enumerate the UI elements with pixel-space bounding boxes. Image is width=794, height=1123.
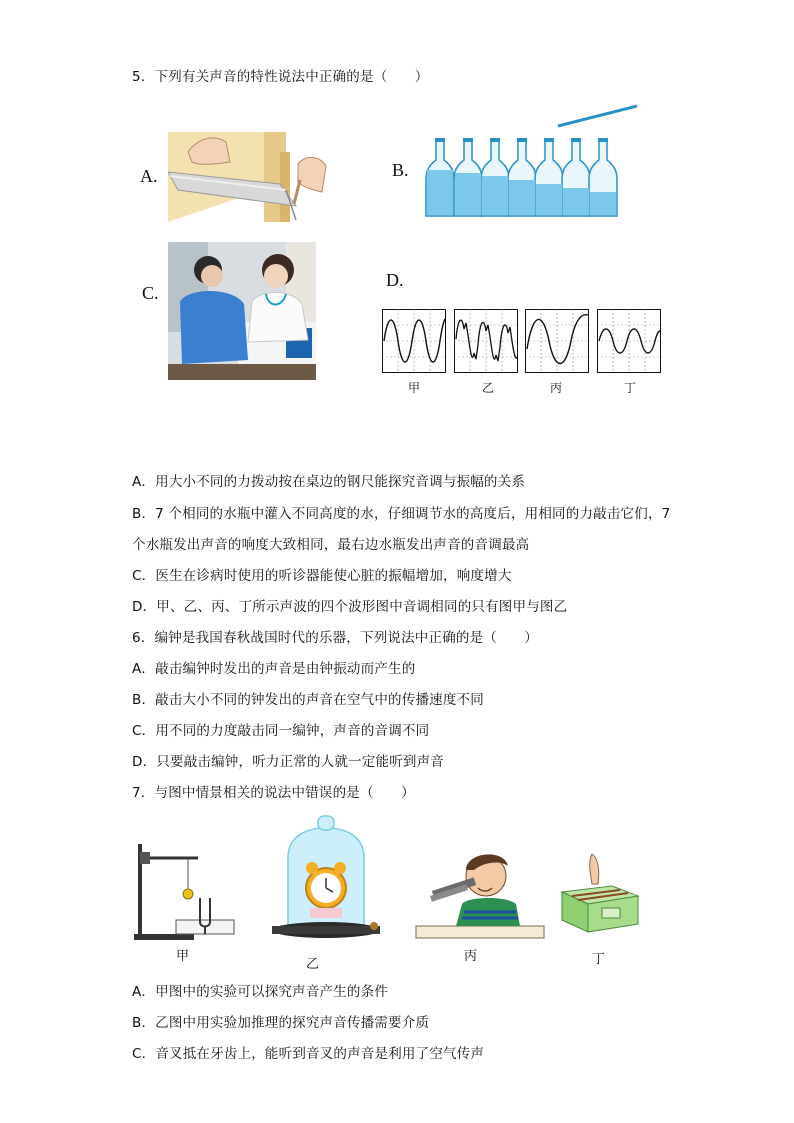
q5-figure-c-label: C.	[142, 283, 159, 303]
waveform-yi	[454, 309, 518, 373]
rubber-band-box-figure	[558, 852, 642, 936]
doctor-stethoscope-photo	[168, 242, 316, 380]
q5-option-a: A．用大小不同的力拨动按在桌边的钢尺能探究音调与振幅的关系	[132, 474, 526, 490]
waveform-caption-jia: 甲	[408, 381, 421, 395]
waveform-caption-ding: 丁	[624, 381, 637, 395]
q5-figure-a-label: A.	[140, 166, 158, 186]
q7-figure-caption-bing: 丙	[464, 949, 478, 964]
q6-stem: 6．编钟是我国春秋战国时代的乐器，下列说法中正确的是（ ）	[132, 630, 539, 646]
boy-tuning-fork-teeth-figure	[412, 840, 548, 942]
q7-figure-caption-ding: 丁	[592, 952, 606, 967]
q7-option-b: B．乙图中用实验加推理的探究声音传播需要介质	[132, 1015, 430, 1031]
q5-option-c: C．医生在诊病时使用的听诊器能使心脏的振幅增加，响度增大	[132, 568, 512, 584]
waveform-caption-yi: 乙	[482, 381, 495, 395]
q5-option-b-continued: 个水瓶发出声音的响度大致相同，最右边水瓶发出声音的音调最高	[132, 537, 530, 553]
q6-option-b: B．敲击大小不同的钟发出的声音在空气中的传播速度不同	[132, 692, 484, 708]
q5-figure-d-label: D.	[386, 270, 404, 290]
q5-option-b: B．7 个相同的水瓶中灌入不同高度的水，仔细调节水的高度后，用相同的力敲击它们，7	[132, 506, 671, 522]
water-bottles-image	[424, 100, 640, 222]
waveform-caption-bing: 丙	[550, 381, 563, 395]
waveform-bing	[525, 309, 589, 373]
q5-figure-b-label: B.	[392, 160, 409, 180]
ruler-on-table-image	[168, 132, 336, 222]
q5-stem: 5．下列有关声音的特性说法中正确的是（ ）	[132, 69, 429, 85]
q6-option-a: A．敲击编钟时发出的声音是由钟振动而产生的	[132, 661, 416, 677]
bell-jar-alarm-clock-figure	[270, 814, 382, 948]
q7-option-a: A．甲图中的实验可以探究声音产生的条件	[132, 984, 389, 1000]
q7-figure-caption-jia: 甲	[176, 949, 190, 964]
waveform-jia	[382, 309, 446, 373]
q7-figure-caption-yi: 乙	[306, 957, 320, 972]
tuning-fork-stand-figure	[130, 838, 240, 944]
q5-option-d: D．甲、乙、丙、丁所示声波的四个波形图中音调相同的只有图甲与图乙	[132, 599, 568, 615]
q6-option-d: D．只要敲击编钟，听力正常的人就一定能听到声音	[132, 754, 444, 770]
q7-option-c: C．音叉抵在牙齿上，能听到音叉的声音是利用了空气传声	[132, 1046, 485, 1062]
q7-stem: 7．与图中情景相关的说法中错误的是（ ）	[132, 785, 415, 801]
q6-option-c: C．用不同的力度敲击同一编钟，声音的音调不同	[132, 723, 430, 739]
waveform-ding	[597, 309, 661, 373]
